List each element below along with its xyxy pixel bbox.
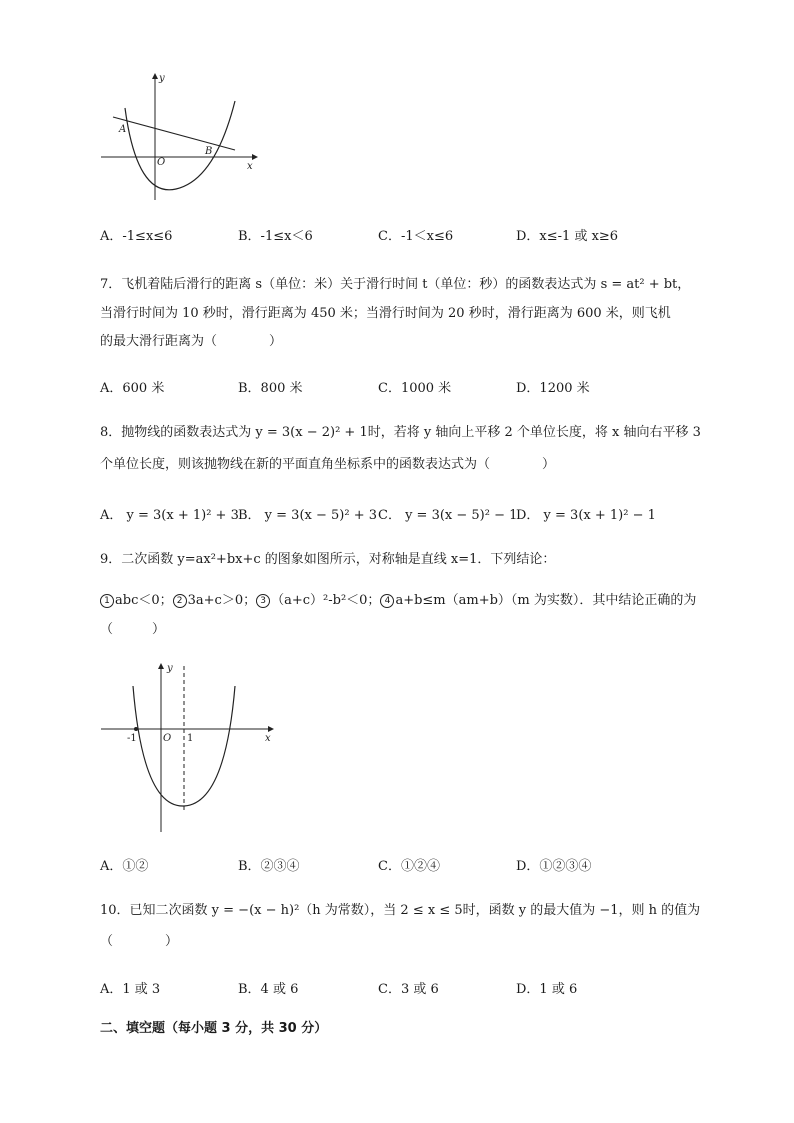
x-axis-label: x: [247, 161, 253, 172]
q8-option-c[interactable]: C． y = 3(x − 5)² − 1: [378, 508, 518, 523]
q7-option-c[interactable]: C．1000 米: [378, 381, 452, 396]
q8-options: [100, 506, 660, 526]
q9-conclusion-1: abc＜0；: [115, 593, 173, 608]
circle-4: 4: [380, 594, 394, 608]
q7-option-b[interactable]: B．800 米: [238, 381, 303, 396]
q9-conclusion-3: （a+c）²-b²＜0；: [271, 593, 381, 608]
q9-option-c[interactable]: C．①②④: [378, 859, 440, 874]
q9-stem-line3: （ ）: [100, 622, 166, 637]
tick-label-1: 1: [187, 733, 194, 744]
q8-option-d[interactable]: D． y = 3(x + 1)² − 1: [516, 508, 656, 523]
q9-option-a[interactable]: A．①②: [100, 859, 149, 874]
q8-stem-line2: 个单位长度，则该抛物线在新的平面直角坐标系中的函数表达式为（ ）: [100, 457, 556, 472]
origin-label: O: [163, 733, 172, 744]
line-ab: [113, 117, 235, 150]
q10-stem-line2: （ ）: [100, 934, 179, 949]
circle-1: 1: [100, 594, 114, 608]
section-fill-in-blank-heading: 二、填空题（每小题 3 分，共 30 分）: [100, 1021, 328, 1036]
q9-option-b[interactable]: B．②③④: [238, 859, 300, 874]
q10-options: [100, 980, 660, 1000]
tick-label-neg1: -1: [127, 733, 137, 744]
q8-option-b[interactable]: B． y = 3(x − 5)² + 3: [238, 508, 378, 523]
circle-2: 2: [173, 594, 187, 608]
q7-stem-line2: 当滑行时间为 10 秒时，滑行距离为 450 米；当滑行时间为 20 秒时，滑行距离为 600 米，则飞机: [100, 306, 671, 321]
q7-option-a[interactable]: A．600 米: [100, 381, 165, 396]
q9-option-d[interactable]: D．①②③④: [516, 859, 592, 874]
point-b-label: B: [205, 146, 213, 157]
q9-conclusions: [100, 591, 696, 611]
q6-option-b[interactable]: B．-1≤x＜6: [238, 229, 313, 244]
q10-option-a[interactable]: A．1 或 3: [100, 982, 161, 997]
q10-option-d[interactable]: D．1 或 6: [516, 982, 578, 997]
q6-option-d[interactable]: D．x≤-1 或 x≥6: [516, 229, 619, 244]
y-axis-label: y: [159, 73, 165, 84]
q10-option-b[interactable]: B．4 或 6: [238, 982, 299, 997]
figure-parabola-line-ab: [95, 68, 265, 208]
origin-label: O: [157, 157, 166, 168]
q7-stem-line1: 7．飞机着陆后滑行的距离 s（单位：米）关于滑行时间 t（单位：秒）的函数表达式为 s = at² + bt，: [100, 277, 691, 292]
q6-option-c[interactable]: C．-1＜x≤6: [378, 229, 454, 244]
q9-conclusion-2: 3a+c＞0；: [187, 593, 257, 608]
q7-stem-line3: 的最大滑行距离为（ ）: [100, 334, 283, 349]
q9-conclusion-4: a+b≤m（am+b）（m 为实数）．其中结论正确的为: [395, 593, 697, 608]
y-axis-label: y: [167, 663, 173, 674]
x-axis-label: x: [265, 733, 271, 744]
q8-option-a[interactable]: A． y = 3(x + 1)² + 3: [100, 508, 239, 523]
point-a-label: A: [119, 124, 127, 135]
q6-options: [100, 227, 660, 247]
figure-parabola-symmetry: [95, 658, 280, 838]
q8-stem-line1: 8．抛物线的函数表达式为 y = 3(x − 2)² + 1时，若将 y 轴向上平移 2 个单位长度，将 x 轴向右平移 3: [100, 425, 701, 440]
q10-stem-line1: 10．已知二次函数 y = −(x − h)²（h 为常数），当 2 ≤ x ≤ 5时，函数 y 的最大值为 −1，则 h 的值为: [100, 903, 701, 918]
q9-stem-line1: 9．二次函数 y=ax²+bx+c 的图象如图所示，对称轴是直线 x=1．下列结论：: [100, 552, 556, 567]
q10-option-c[interactable]: C．3 或 6: [378, 982, 439, 997]
q7-option-d[interactable]: D．1200 米: [516, 381, 590, 396]
circle-3: 3: [256, 594, 270, 608]
q7-options: [100, 379, 660, 399]
point-neg1: [134, 727, 138, 731]
q6-option-a[interactable]: A．-1≤x≤6: [100, 229, 173, 244]
q9-options: [100, 857, 660, 877]
